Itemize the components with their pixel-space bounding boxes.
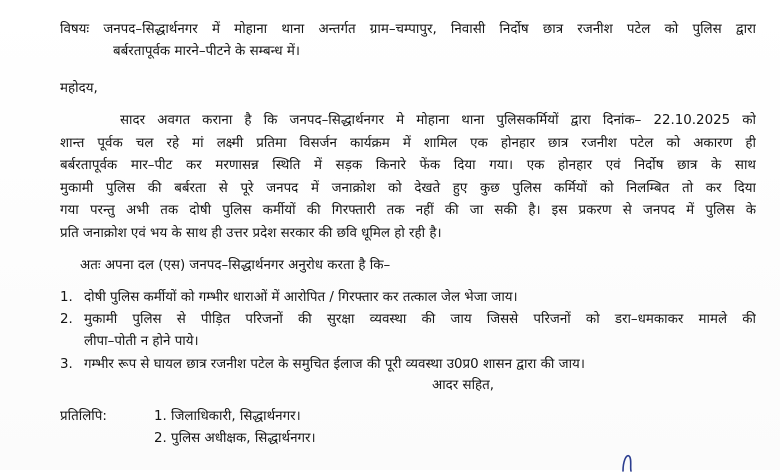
- copy-label: प्रतिलिपि:: [60, 409, 107, 424]
- body-line-3: बर्बरतापूर्वक मार–पीट कर मरणासन्न स्थिति में सड़क किनारे फेंक दिया गया। एक होनहार एवं निर्दोष छात्र के साथ: [60, 158, 756, 173]
- body-line-5: गया परन्तु अभी तक दोषी पुलिस कर्मीयों की गिरफ्तारी तक नहीं की जा सकी है। इस प्रकरण से जनपद में पुलिस के: [60, 203, 756, 218]
- body-line-4: मुकामी पुलिस की बर्बरता से पूरे जनपद में जनाक्रोश को देखते हुए कुछ पुलिस कर्मियों को निलम्बित तो कर दिया: [60, 181, 756, 196]
- body-line-6: प्रति जनाक्रोश एवं भय के साथ ही उत्तर प्रदेश सरकार की छवि धूमिल हो रही है।: [60, 226, 442, 241]
- demand-1-number: 1.: [60, 290, 73, 305]
- subject-line-2: बर्बरतापूर्वक मारने–पीटने के सम्बन्ध में।: [113, 44, 300, 59]
- demand-1-text: दोषी पुलिस कर्मीयों को गम्भीर धाराओं में आरोपित / गिरफ्तार कर तत्काल जेल भेजा जाय।: [84, 290, 518, 305]
- signature-mark: [620, 452, 634, 472]
- body-line-2: शान्त पूर्वक चल रहे मां लक्ष्मी प्रतिमा विसर्जन कार्यक्रम में शामिल एक होनहार छात्र रजनीश पटेल को अकारण ही: [60, 136, 756, 151]
- demand-2-number: 2.: [60, 312, 73, 327]
- copy-item-1: 1. जिलाधिकारी, सिद्धार्थनगर।: [154, 409, 301, 424]
- subject-line-1: विषयः जनपद–सिद्धार्थनगर में मोहाना थाना अन्तर्गत ग्राम–चम्पापुर, निवासी निर्दोष छात्र रजनीश पटेल को पुलिस द्वारा: [60, 22, 756, 37]
- demand-3-text: गम्भीर रूप से घायल छात्र रजनीश पटेल के समुचित ईलाज की पूरी व्यवस्था उ0प्र0 शासन द्वारा की जाय।: [84, 357, 585, 372]
- request-intro: अतः अपना दल (एस) जनपद–सिद्धार्थनगर अनुरोध करता है कि–: [80, 258, 391, 273]
- demand-2-text-line-2: लीपा–पोती न होने पाये।: [84, 334, 199, 349]
- copy-item-2: 2. पुलिस अधीक्षक, सिद्धार्थनगर।: [154, 431, 316, 446]
- demand-2-text-line-1: मुकामी पुलिस से पीड़ित परिजनों की सुरक्षा व्यवस्था की जाय जिससे परिजनों को डरा–धमकाकर मामले की: [84, 312, 756, 327]
- closing: आदर सहित,: [432, 378, 495, 393]
- demand-3-number: 3.: [60, 357, 73, 372]
- salutation: महोदय,: [60, 81, 98, 96]
- body-line-1: सादर अवगत कराना है कि जनपद–सिद्धार्थनगर मे मोहाना थाना पुलिसकर्मियों द्वारा दिनांक– 22.10.2025 को: [120, 113, 756, 128]
